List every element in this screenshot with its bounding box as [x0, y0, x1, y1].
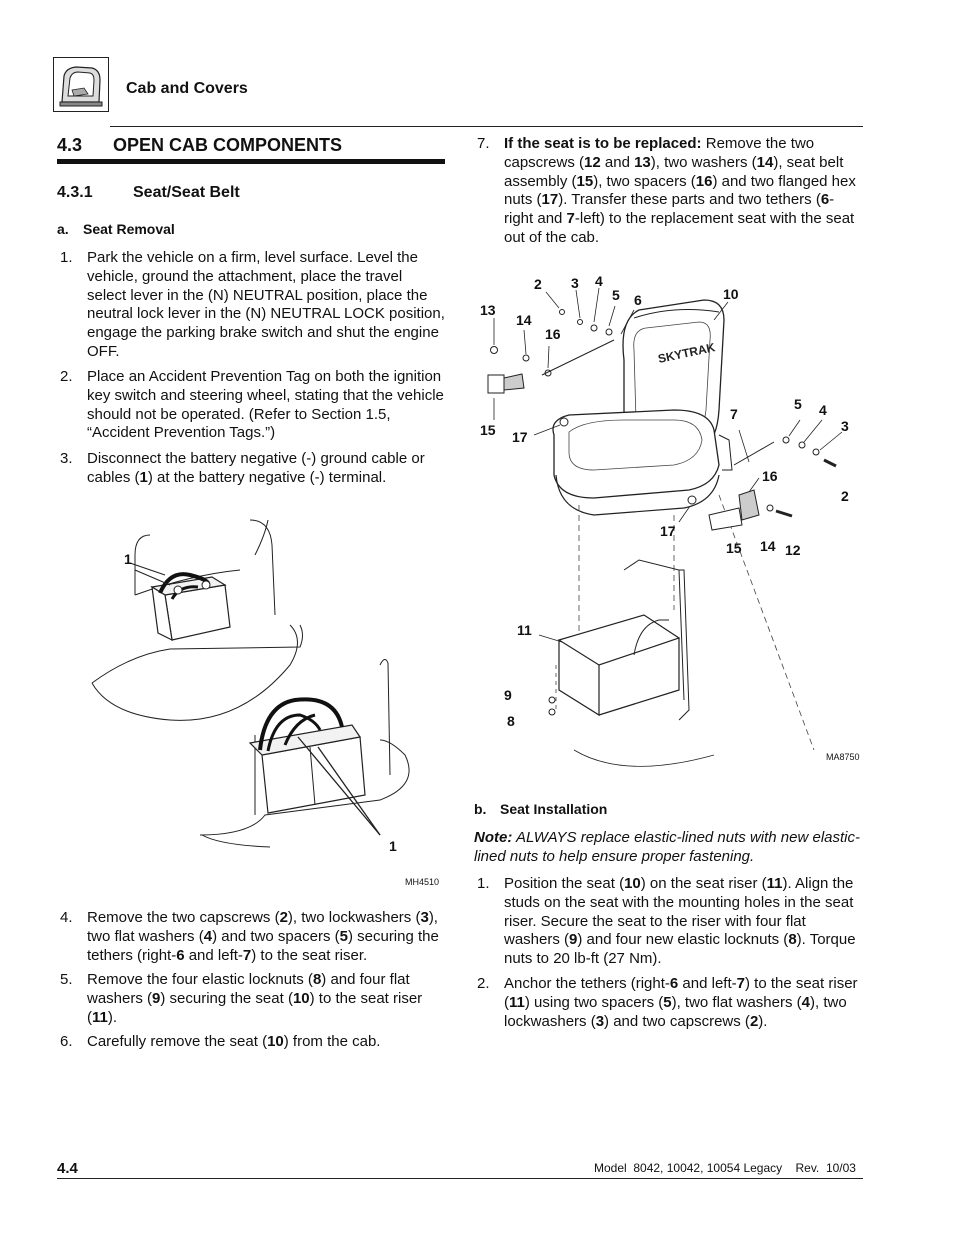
seat-callout: 17 [512, 429, 528, 445]
seat-callout: 9 [504, 687, 512, 703]
seat-removal-letter: a. [57, 221, 69, 237]
section-title: OPEN CAB COMPONENTS [113, 135, 343, 155]
removal-step-7 [477, 135, 863, 248]
seat-callout: 14 [760, 538, 776, 554]
step-text: Place an Accident Prevention Tag on both the ignition key switch and steering wheel, stating that the vehicle should not be operated. (Refer to Section 1.5, “Accident Prevention Tags.”) [87, 368, 444, 442]
seat-callout: 3 [841, 418, 849, 434]
seat-callout: 3 [571, 275, 579, 291]
subsection-heading [57, 184, 240, 202]
step-number: 2. [477, 975, 490, 992]
removal-step-4 [60, 909, 445, 965]
seat-callout: 6 [634, 292, 642, 308]
subsection-number: 4.3.1 [57, 184, 93, 201]
removal-step-1 [60, 249, 445, 362]
step-number: 6. [60, 1033, 73, 1050]
note-text: ALWAYS replace elastic-lined nuts with new elastic-lined nuts to help ensure proper fastening. [474, 829, 860, 865]
seat-callout: 2 [534, 276, 542, 292]
cab-icon [53, 57, 109, 112]
step-text: If the seat is to be replaced: Remove the two capscrews (12 and 13), two washers (14), seat belt assembly (15), two spacers (16) and two flanged hex nuts (17). Transfer these parts and two tethers (6- right and 7-left) to the replacement seat with the seat out of the cab. [504, 135, 856, 246]
seat-exploded-figure [474, 270, 869, 770]
seat-callout: 4 [595, 273, 603, 289]
seat-callout: 14 [516, 312, 532, 328]
model-revision: Model 8042, 10042, 10054 Legacy Rev. 10/03 [594, 1161, 856, 1175]
battery-figure-code: MH4510 [405, 877, 440, 887]
battery-callout: 1 [124, 551, 132, 567]
seat-removal-heading [57, 221, 175, 237]
installation-note [474, 828, 874, 866]
section-rule [57, 159, 445, 164]
header-rule [110, 126, 863, 127]
seat-callout: 4 [819, 402, 827, 418]
removal-step-2 [60, 368, 445, 443]
step-number: 1. [477, 875, 490, 892]
removal-step-6 [60, 1033, 445, 1052]
step-number: 1. [60, 249, 73, 266]
step-number: 7. [477, 135, 490, 152]
step-number: 5. [60, 971, 73, 988]
installation-step-1 [477, 875, 863, 969]
removal-step-5 [60, 971, 445, 1027]
step-number: 4. [60, 909, 73, 926]
battery-figure [90, 515, 440, 895]
seat-figure-code: MA8750 [826, 752, 860, 762]
seat-callout: 10 [723, 286, 739, 302]
footer-rule [57, 1178, 863, 1179]
seat-callout: 7 [730, 406, 738, 422]
step-number: 3. [60, 450, 73, 467]
subsection-title: Seat/Seat Belt [133, 184, 240, 201]
step-text: Remove the two capscrews (2), two lockwashers (3), two flat washers (4) and two spacers (5) securing the tethers (right-6 and left-7) to the seat riser. [87, 909, 439, 964]
step-text: Anchor the tethers (right-6 and left-7) to the seat riser (11) using two spacers (5), two flat washers (4), two lockwashers (3) and two capscrews (2). [504, 975, 858, 1030]
seat-callout: 2 [841, 488, 849, 504]
step-text: Disconnect the battery negative (-) ground cable or cables (1) at the battery negative (-) terminal. [87, 450, 425, 486]
seat-callout: 11 [517, 622, 532, 638]
seat-callout: 15 [726, 540, 742, 556]
section-heading [57, 135, 342, 156]
seat-callout: 15 [480, 422, 496, 438]
seat-callout: 5 [612, 287, 620, 303]
seat-brand-text: SKYTRAK [656, 340, 717, 366]
note-label: Note: [474, 829, 513, 846]
seat-installation-heading [474, 801, 607, 817]
seat-callout: 16 [545, 326, 561, 342]
seat-callout: 12 [785, 542, 801, 558]
step-text: Position the seat (10) on the seat riser (11). Align the studs on the seat with the mounting holes in the seat riser. Secure the seat to the riser with four flat washers (9) and four new elastic locknuts (8). Torque nuts to 20 lb-ft (27 Nm). [504, 875, 856, 968]
seat-installation-title: Seat Installation [500, 801, 608, 817]
seat-removal-title: Seat Removal [83, 221, 175, 237]
seat-callout: 16 [762, 468, 778, 484]
battery-callout: 1 [389, 838, 397, 854]
installation-step-2 [477, 975, 863, 1031]
seat-callout: 8 [507, 713, 515, 729]
step-number: 2. [60, 368, 73, 385]
section-number: 4.3 [57, 135, 83, 155]
header-title: Cab and Covers [126, 80, 248, 97]
seat-installation-letter: b. [474, 801, 487, 817]
removal-step-3 [60, 450, 445, 488]
step-text: Carefully remove the seat (10) from the cab. [87, 1033, 381, 1050]
page-number: 4.4 [57, 1160, 78, 1177]
step-text: Park the vehicle on a firm, level surface. Level the vehicle, ground the attachment, place the travel select lever in the (N) NEUTRAL position, place the neutral lock lever in the (N) NEUTRAL LOCK position, engage the parking brake switch and shut the engine OFF. [87, 249, 445, 360]
step-text: Remove the four elastic locknuts (8) and four flat washers (9) securing the seat (10) to the seat riser (11). [87, 971, 423, 1026]
seat-callout: 5 [794, 396, 802, 412]
seat-callout: 17 [660, 523, 676, 539]
seat-callout: 13 [480, 302, 496, 318]
